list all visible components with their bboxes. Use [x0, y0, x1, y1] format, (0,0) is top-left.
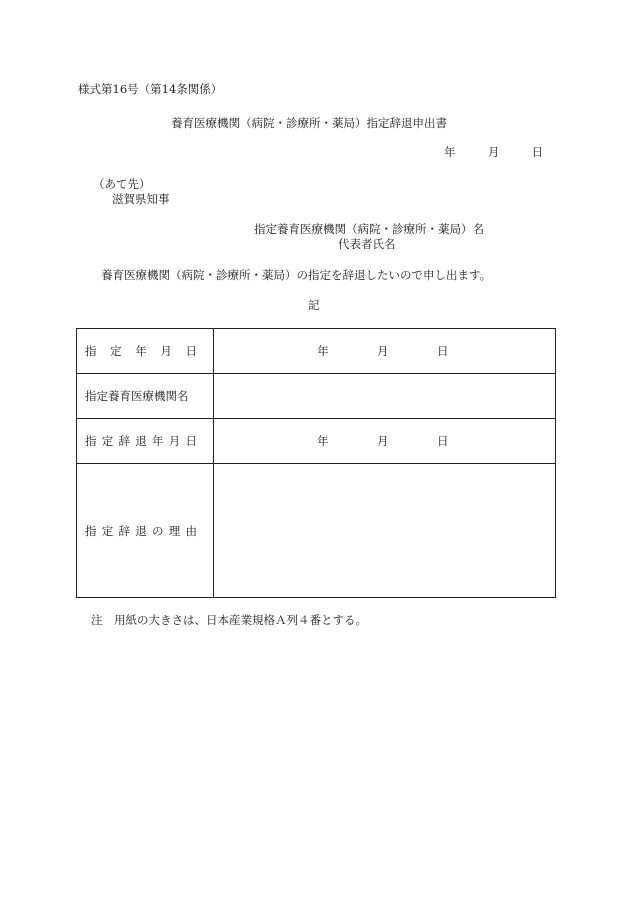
label-char: 指 [85, 344, 97, 358]
table-row [77, 464, 556, 598]
label-char: 指 [85, 523, 97, 538]
table-row [77, 374, 556, 419]
label-char: 辞 [118, 523, 130, 538]
label-char: 日 [185, 344, 197, 358]
withdrawal-reason-label [77, 464, 214, 598]
month-unit: 月 [377, 344, 389, 358]
form-number: 様式第16号（第14条関係） [78, 82, 223, 96]
ki-heading: 記 [308, 298, 320, 312]
withdrawal-date-label [77, 419, 214, 464]
label-char: 辞 [118, 434, 130, 448]
table-row [77, 419, 556, 464]
applicant-institution-label: 指定養育医療機関（病院・診療所・薬局）名 [254, 222, 484, 236]
label-char: 定 [101, 523, 114, 538]
submission-date [444, 145, 543, 159]
day-unit: 日 [531, 145, 544, 159]
institution-name-label: 指定養育医療機関名 [77, 374, 214, 419]
label-char: 退 [135, 434, 147, 448]
label-char: 由 [185, 523, 197, 538]
month-unit: 月 [377, 434, 389, 448]
label-char: 月 [160, 344, 172, 358]
label-char: 日 [185, 434, 197, 448]
label-char: 退 [135, 523, 147, 538]
year-unit: 年 [317, 344, 329, 358]
table-row [77, 329, 556, 374]
year-unit: 年 [444, 145, 456, 159]
label-char: 定 [101, 434, 114, 448]
label-char: の [152, 523, 164, 538]
label-char: 年 [152, 434, 164, 448]
institution-name-field[interactable] [214, 374, 556, 419]
document-title: 養育医療機関（病院・診療所・薬局）指定辞退申出書 [171, 116, 447, 130]
representative-label: 代表者氏名 [338, 237, 396, 251]
label-char: 指 [85, 434, 97, 448]
label-char: 定 [110, 344, 122, 358]
day-unit: 日 [437, 434, 449, 448]
day-unit: 日 [437, 344, 449, 358]
addressee-label: （あて先） [93, 177, 151, 191]
withdrawal-reason-field[interactable] [214, 464, 556, 598]
year-unit: 年 [317, 434, 329, 448]
withdrawal-form-table [76, 328, 556, 598]
designation-date-label [77, 329, 214, 374]
body-text: 養育医療機関（病院・診療所・薬局）の指定を辞退したいので申し出ます。 [101, 268, 492, 282]
label-char: 理 [168, 523, 181, 538]
month-unit: 月 [487, 145, 500, 159]
designation-date-field[interactable] [214, 329, 556, 374]
paper-size-note: 注 用紙の大きさは、日本産業規格Ａ列４番とする。 [91, 613, 367, 627]
addressee: 滋賀県知事 [112, 192, 170, 206]
label-char: 月 [168, 434, 181, 448]
withdrawal-date-field[interactable] [214, 419, 556, 464]
label-char: 年 [135, 344, 147, 358]
